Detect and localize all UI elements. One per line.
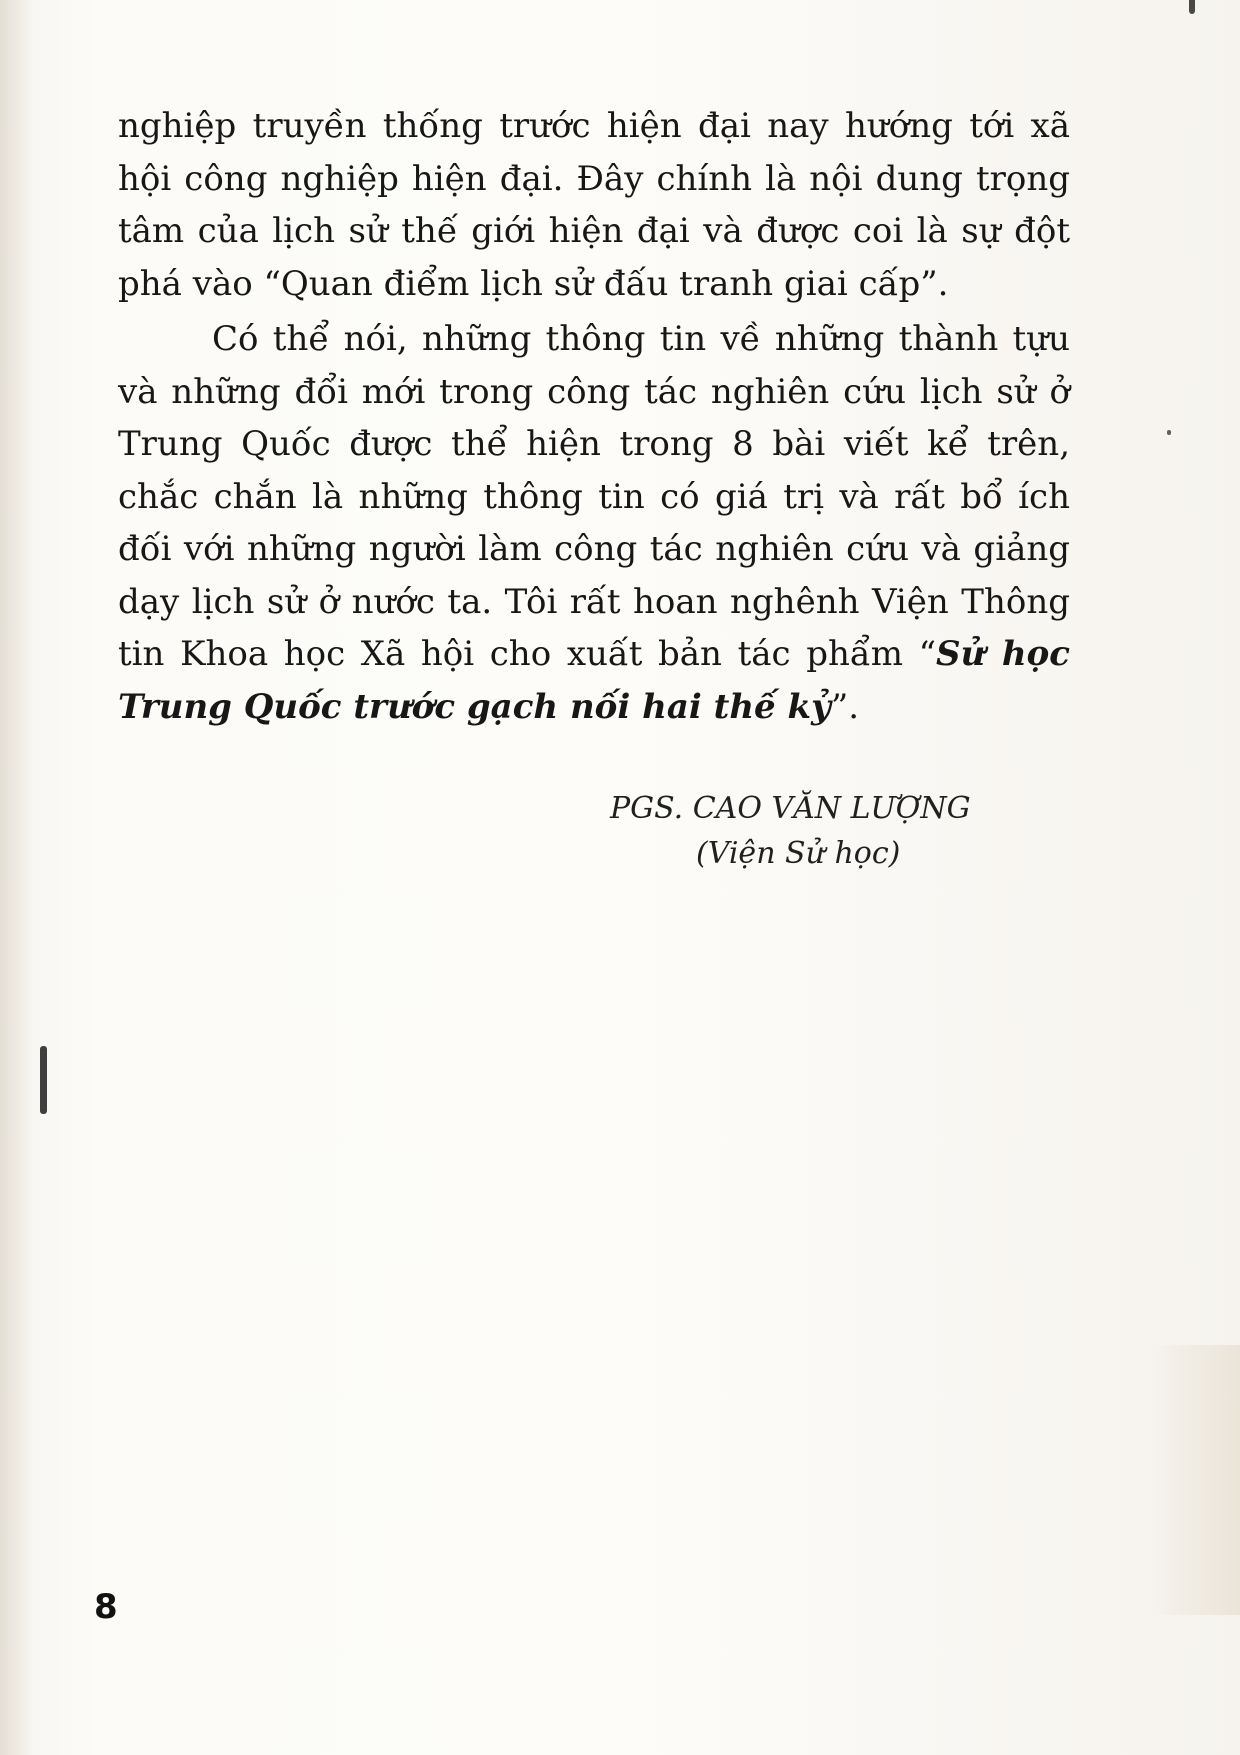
scan-mark-top <box>1189 0 1195 14</box>
paragraph-2-text: Có thể nói, những thông tin về những thành tựu và những đổi mới trong công tác nghiên cứu lịch sử ở Trung Quốc được thể hiện trong 8 bài viết kể trên, chắc chắn là những thông tin có giá trị và rất bổ ích đối với những người làm công tác nghiên cứu và giảng dạy lịch sử ở nước ta. Tôi rất hoan nghênh Viện Thông tin Khoa học Xã hội cho xuất bản tác phẩm “ <box>118 319 1070 674</box>
author-affiliation: (Viện Sử học) <box>696 836 901 871</box>
author-name: PGS. CAO VĂN LƯỢNG <box>610 791 971 826</box>
book-title: Sử học Trung Quốc trước gạch nối hai thế kỷ <box>118 634 1070 727</box>
body-text <box>118 100 1070 733</box>
scan-speck <box>1167 430 1171 435</box>
page-shadow-right <box>1145 1345 1240 1615</box>
binding-mark <box>40 1046 47 1114</box>
paragraph-1: nghiệp truyền thống trước hiện đại nay hướng tới xã hội công nghiệp hiện đại. Đây chính là nội dung trọng tâm của lịch sử thế giới hiện đại và được coi là sự đột phá vào “Quan điểm lịch sử đấu tranh giai cấp”. <box>118 106 1070 304</box>
signature-block <box>610 786 1130 876</box>
paragraph-2-ending: ”. <box>830 686 860 727</box>
paragraph-2 <box>118 313 1070 733</box>
page-number: 8 <box>94 1587 118 1627</box>
page-shadow-left <box>0 0 34 1755</box>
